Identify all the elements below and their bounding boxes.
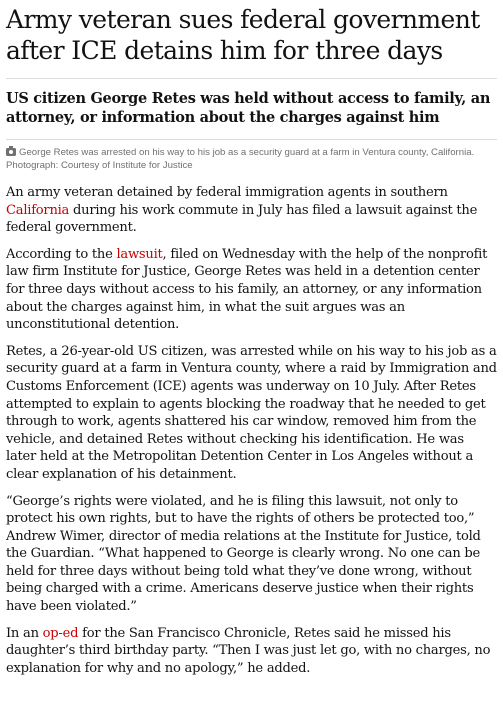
paragraph-text: during his work commute in July has filed a lawsuit against the federal government. — [6, 202, 478, 236]
link-california[interactable]: California — [6, 202, 70, 218]
photo-caption — [6, 146, 497, 172]
paragraph-1 — [6, 184, 497, 237]
paragraph-text: An army veteran detained by federal immigration agents in southern — [6, 185, 448, 200]
link-lawsuit[interactable]: lawsuit — [116, 246, 163, 262]
link-op-ed[interactable]: op-ed — [42, 625, 79, 641]
article-body — [6, 184, 497, 677]
camera-icon — [6, 148, 16, 156]
standfirst: US citizen George Retes was held without access to family, an attorney, or information about the charges against him — [6, 90, 491, 126]
paragraph-text: , filed on Wednesday with the help of the nonprofit law firm Institute for Justice, George Retes was held in a detention center for three days without access to his family, an attorney, or any information about the charges against him, in what the suit argues was an unconstitutional detention. — [6, 246, 488, 333]
paragraph-4: “George’s rights were violated, and he is filing this lawsuit, not only to protect his own rights, but to have the rights of others be protected too,” Andrew Wimer, director of media relations at the Institute for Justice, told the Guardian. “What happened to George is clearly wrong. No one can be held for three days without being told what they’ve done wrong, without being charged with a crime. Americans deserve justice when their rights have been violated.” — [6, 493, 481, 615]
paragraph-text: In an — [6, 625, 43, 641]
paragraph-text: for the San Francisco Chronicle, Retes said he missed his daughter’s third birthday party. “Then I was just let go, with no charges, no explanation for why and no apology,” he added. — [6, 625, 491, 676]
headline: Army veteran sues federal government after ICE detains him for three days — [6, 5, 480, 65]
caption-text: George Retes was arrested on his way to his job as a security guard at a farm in Ventura county, California. Photograph: Courtesy of Institute for Justice — [6, 147, 475, 171]
caption-divider — [6, 139, 497, 140]
paragraph-5 — [6, 625, 497, 678]
paragraph-3: Retes, a 26-year-old US citizen, was arrested while on his way to his job as a security guard at a farm in Ventura county, where a raid by Immigration and Customs Enforcement (ICE) agents was underway on 10 July. After Retes attempted to explain to agents blocking the roadway that he needed to get through to work, agents shattered his car window, removed him from the vehicle, and detained Retes without checking his identification. He was later held at the Metropolitan Detention Center in Los Angeles without a clear explanation of his detainment. — [6, 343, 497, 482]
paragraph-text: According to the — [6, 246, 117, 262]
divider — [6, 78, 497, 79]
paragraph-2 — [6, 246, 497, 334]
